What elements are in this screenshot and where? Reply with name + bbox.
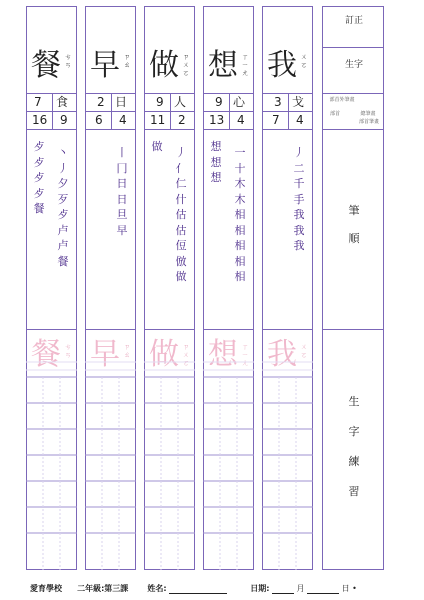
radical-strokes: 4: [237, 113, 245, 127]
stroke-step: 木: [234, 192, 246, 206]
main-character: 做: [149, 48, 179, 83]
trace-character: 早: [90, 337, 120, 372]
stroke-step: 丶: [57, 146, 69, 159]
worksheet: [26, 6, 384, 570]
practice-label: 生 字 練 習: [348, 395, 360, 498]
stroke-step: 歺: [33, 171, 45, 184]
stroke-step: 我: [293, 208, 305, 221]
stroke-step: 歺: [33, 155, 45, 169]
main-character: 我: [267, 48, 297, 83]
total-strokes: 7: [272, 113, 280, 127]
stroke-step: 早: [116, 223, 128, 237]
radical: 食: [56, 95, 69, 109]
bopomofo-label: ㄘㄢ: [64, 53, 72, 69]
stroke-step: 想: [210, 140, 222, 153]
stroke-step: 估: [175, 208, 187, 221]
stroke-step: 千: [293, 177, 305, 190]
total-strokes: 16: [32, 113, 48, 127]
footer: [30, 583, 357, 594]
stroke-order-label: 筆 順: [348, 204, 360, 245]
trace-character: 餐: [31, 337, 61, 372]
stroke-step: 手: [293, 192, 305, 206]
radical-strokes: 4: [119, 113, 127, 127]
outside-radical-strokes: 3: [274, 95, 282, 109]
radical-strokes: 9: [60, 113, 68, 127]
outside-radical-strokes: 7: [34, 95, 42, 109]
stroke-step: 相: [234, 270, 246, 283]
bopomofo-label: ㄗㄠ: [123, 53, 131, 69]
name-field[interactable]: [169, 585, 227, 594]
stroke-step: 木: [234, 177, 246, 190]
bopomofo-label: ㄗㄨㄛ: [182, 53, 190, 77]
stroke-step: 二: [293, 161, 305, 175]
stroke-step: 冂: [116, 161, 128, 175]
trace-bopomofo: ㄨㄛ: [300, 343, 308, 359]
stroke-step: 丿: [175, 146, 187, 159]
date-label: 日期:: [250, 584, 270, 593]
radical-strokes: 2: [178, 113, 186, 127]
trace-character: 我: [267, 337, 297, 372]
stroke-step: 侸: [175, 239, 187, 252]
radical: 人: [174, 95, 187, 109]
stroke-step: 做: [151, 140, 163, 153]
main-character: 想: [208, 48, 238, 83]
outside-radical-strokes: 2: [97, 95, 105, 109]
main-character: 餐: [31, 48, 61, 83]
day-label: 日: [341, 584, 350, 593]
label-column: [322, 6, 384, 570]
trace-bopomofo: ㄘㄢ: [64, 343, 72, 359]
practice-grid: [26, 6, 322, 570]
stroke-step: 相: [234, 239, 246, 252]
correction-label: 訂正: [344, 16, 363, 26]
stroke-step: 亻: [175, 161, 187, 175]
trace-character: 做: [149, 337, 179, 372]
stroke-step: 日: [116, 177, 128, 190]
stroke-step: 卢: [57, 239, 69, 252]
stroke-step: 我: [293, 239, 305, 252]
stroke-step: 餐: [33, 202, 45, 215]
trace-character: 想: [208, 337, 238, 372]
stroke-step: 丿: [57, 161, 69, 175]
outside-radical-strokes: 9: [215, 95, 223, 109]
bopomofo-label: ㄨㄛ: [300, 53, 308, 69]
stroke-step: 仁: [175, 177, 187, 190]
stroke-step: 夕: [57, 177, 69, 190]
stroke-step: 一: [234, 146, 246, 159]
stroke-step: 想: [210, 155, 222, 169]
stroke-step: 做: [175, 270, 187, 283]
stroke-step: 估: [175, 223, 187, 237]
grade-lesson: 二年級:第三課: [77, 584, 129, 593]
month-label: 月: [296, 584, 305, 593]
month-field[interactable]: [307, 585, 339, 594]
stroke-step: 歺: [33, 186, 45, 200]
stroke-step: 我: [293, 223, 305, 237]
trace-bopomofo: ㄗㄨㄛ: [182, 343, 190, 367]
small-label-outside: 部首外筆畫: [329, 97, 355, 103]
bopomofo-label: ㄒㄧㄤ: [241, 53, 249, 77]
stroke-step: 丿: [293, 146, 305, 159]
main-character: 早: [90, 48, 120, 83]
year-field[interactable]: [272, 585, 294, 594]
stroke-step: 什: [175, 192, 187, 206]
stroke-step: 相: [234, 254, 246, 268]
stroke-step: 歹: [57, 192, 69, 206]
bullet-dot: •: [352, 584, 357, 593]
small-label-radical-strokes: 部首筆畫: [358, 119, 379, 125]
stroke-step: 歺: [33, 140, 45, 153]
stroke-step: 倣: [175, 254, 187, 268]
radical: 日: [115, 95, 128, 109]
name-label: 姓名:: [147, 584, 167, 593]
stroke-step: 卢: [57, 223, 69, 237]
stroke-step: 十: [234, 161, 246, 175]
stroke-step: 相: [234, 208, 246, 221]
stroke-step: 想: [210, 171, 222, 184]
stroke-step: 旦: [116, 208, 128, 221]
stroke-step: 相: [234, 223, 246, 237]
total-strokes: 13: [209, 113, 225, 127]
trace-bopomofo: ㄒㄧㄤ: [241, 343, 249, 367]
new-chars-label: 生字: [344, 60, 363, 70]
radical: 戈: [292, 95, 305, 109]
radical-strokes: 4: [296, 113, 304, 127]
stroke-step: 日: [116, 192, 128, 206]
stroke-step: 歺: [57, 208, 69, 221]
stroke-step: 餐: [57, 254, 69, 268]
total-strokes: 6: [95, 113, 103, 127]
outside-radical-strokes: 9: [156, 95, 164, 109]
school-name: 愛育學校: [30, 584, 62, 593]
trace-bopomofo: ㄗㄠ: [123, 343, 131, 359]
stroke-step: 丨: [116, 146, 128, 159]
small-label-radical: 部首: [329, 111, 340, 117]
total-strokes: 11: [150, 113, 166, 127]
radical: 心: [233, 95, 246, 109]
small-label-total: 總筆畫: [360, 111, 376, 117]
